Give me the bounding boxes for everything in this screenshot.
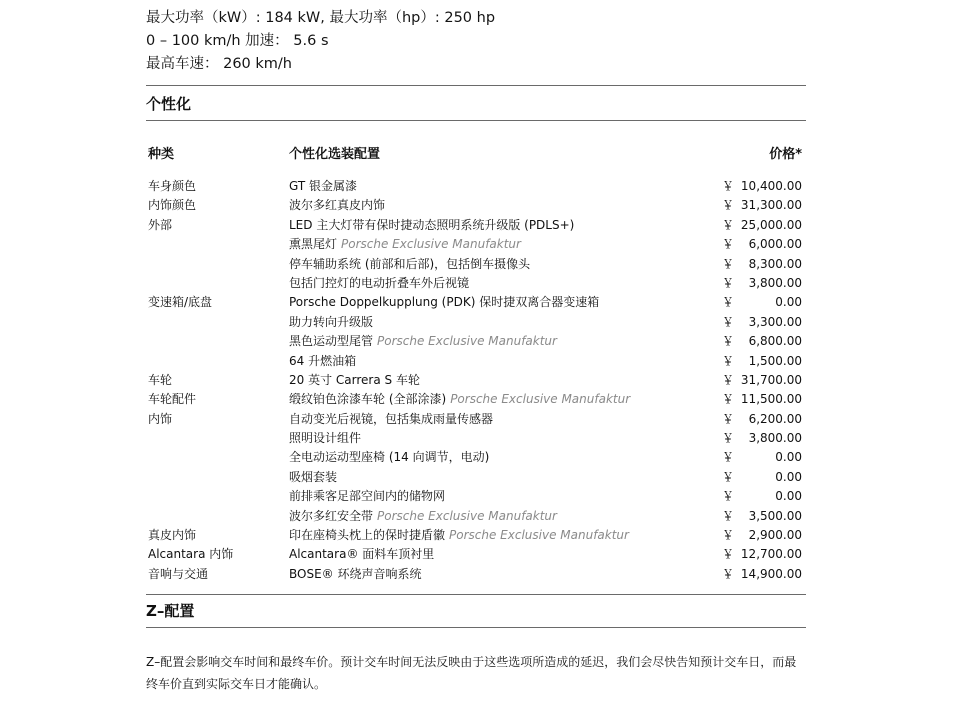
row-currency: ￥ (722, 489, 735, 504)
section-divider-top (146, 85, 806, 86)
row-option-text: 64 升燃油箱 (289, 353, 357, 368)
row-option (289, 177, 357, 196)
table-row (146, 507, 806, 526)
row-price (722, 196, 802, 215)
row-price-value: 3,800.00 (748, 431, 802, 446)
row-option (289, 332, 557, 351)
row-price-value: 0.00 (775, 469, 802, 484)
row-option-text: 全电动运动型座椅 (14 向调节，电动) (289, 450, 490, 465)
row-currency: ￥ (722, 334, 735, 349)
table-row (146, 293, 806, 312)
row-option (289, 390, 630, 409)
row-currency: ￥ (722, 353, 735, 368)
row-price (722, 371, 802, 390)
row-category: 车轮 (148, 372, 173, 387)
row-price-value: 14,900.00 (740, 566, 802, 581)
row-option-text: 波尔多红安全带 (289, 508, 374, 523)
row-category: 变速箱/底盘 (148, 295, 213, 310)
row-option (289, 216, 574, 235)
table-row (146, 468, 806, 487)
row-price-value: 8,300.00 (748, 256, 802, 271)
row-price-value: 2,900.00 (748, 528, 802, 543)
table-row (146, 429, 806, 448)
table-row (146, 371, 806, 390)
row-price (722, 293, 802, 312)
row-price-value: 31,700.00 (740, 372, 802, 387)
spec-block (146, 0, 495, 76)
row-price-value: 3,500.00 (748, 508, 802, 523)
row-price-value: 6,800.00 (748, 334, 802, 349)
row-option (289, 545, 434, 564)
row-manufaktur-label: Porsche Exclusive Manufaktur (449, 528, 629, 543)
row-option-text: GT 银金属漆 (289, 179, 358, 193)
row-option (289, 196, 385, 215)
row-option-text: BOSE® 环绕声音响系统 (289, 566, 422, 581)
table-row (146, 235, 806, 254)
table-row (146, 448, 806, 467)
row-option-text: 停车辅助系统 (前部和后部)，包括倒车摄像头 (289, 256, 531, 271)
row-currency: ￥ (722, 411, 735, 426)
row-currency: ￥ (722, 547, 735, 562)
table-row (146, 410, 806, 429)
spec-line-power: 最大功率（kW）: 184 kW, 最大功率（hp）: 250 hp (146, 10, 496, 26)
row-currency: ￥ (722, 314, 735, 329)
table-row (146, 313, 806, 332)
row-price (722, 507, 802, 526)
table-row (146, 390, 806, 409)
row-price-value: 1,500.00 (748, 353, 802, 368)
table-header (146, 145, 806, 165)
row-currency: ￥ (722, 469, 735, 484)
row-option-text: 照明设计组件 (289, 431, 362, 446)
row-option-text: 前排乘客足部空间内的储物网 (289, 489, 446, 504)
row-option (289, 429, 361, 448)
row-currency: ￥ (722, 528, 735, 543)
spec-line-acceleration: 0 – 100 km/h 加速： 5.6 s (146, 33, 329, 49)
options-table (146, 177, 806, 584)
row-price (722, 487, 802, 506)
row-manufaktur-label: Porsche Exclusive Manufaktur (450, 392, 631, 407)
row-price-value: 3,800.00 (748, 275, 802, 290)
table-row (146, 487, 806, 506)
row-option (289, 448, 489, 467)
row-currency: ￥ (722, 372, 735, 387)
column-header-category: 种类 (148, 147, 175, 162)
row-option (289, 235, 521, 254)
row-option (289, 313, 373, 332)
row-option-text: 熏黑尾灯 (289, 237, 338, 252)
row-category: 车身颜色 (148, 179, 197, 193)
row-option-text: 自动变光后视镜，包括集成雨量传感器 (289, 411, 494, 426)
row-option-text: LED 主大灯带有保时捷动态照明系统升级版 (PDLS+) (289, 217, 575, 232)
table-row (146, 526, 806, 545)
row-currency: ￥ (722, 256, 735, 271)
spec-line-top-speed: 最高车速： 260 km/h (146, 56, 292, 72)
row-option (289, 507, 557, 526)
table-row (146, 274, 806, 293)
row-option (289, 565, 421, 584)
table-row (146, 177, 806, 196)
row-option (289, 255, 530, 274)
row-currency: ￥ (722, 450, 735, 465)
row-category: 音响与交通 (148, 566, 209, 581)
table-row (146, 565, 806, 584)
row-option (289, 487, 445, 506)
row-price-value: 31,300.00 (740, 198, 802, 213)
table-row (146, 352, 806, 371)
row-option-text: 缎纹铂色涂漆车轮 (全部涂漆) (289, 392, 447, 407)
row-price-value: 3,300.00 (748, 314, 802, 329)
row-category: Alcantara 内饰 (148, 547, 234, 562)
row-option-text: Porsche Doppelkupplung (PDK) 保时捷双离合器变速箱 (289, 295, 600, 310)
row-currency: ￥ (722, 508, 735, 523)
row-option (289, 274, 469, 293)
row-currency: ￥ (722, 237, 735, 252)
row-option-text: 印在座椅头枕上的保时捷盾徽 (289, 528, 446, 543)
table-row (146, 216, 806, 235)
row-currency: ￥ (722, 198, 735, 213)
row-option (289, 526, 629, 545)
section-divider-bottom (146, 120, 806, 121)
row-price (722, 313, 802, 332)
row-price (722, 216, 802, 235)
z-config-note: Z–配置会影响交车时间和最终车价。预计交车时间无法反映由于这些选项所造成的延迟，我们会尽快告知预计交车日，而最终车价直到实际交车日才能确认。 (146, 655, 797, 691)
row-option-text: 吸烟套装 (289, 469, 338, 484)
column-header-price: 价格* (769, 147, 802, 162)
row-category: 内饰 (148, 411, 173, 426)
table-row (146, 196, 806, 215)
section-title-personalization: 个性化 (146, 95, 192, 113)
column-header-option: 个性化选装配置 (289, 147, 381, 162)
z-divider-bottom (146, 627, 806, 628)
row-currency: ￥ (722, 217, 735, 232)
row-price (722, 565, 802, 584)
row-manufaktur-label: Porsche Exclusive Manufaktur (377, 508, 557, 523)
row-currency: ￥ (722, 431, 735, 446)
row-price-value: 25,000.00 (740, 217, 802, 232)
section-title-z-config: Z–配置 (146, 602, 195, 620)
row-price-value: 0.00 (775, 450, 802, 465)
row-price (722, 429, 802, 448)
row-price-value: 0.00 (775, 295, 802, 310)
row-price-value: 6,200.00 (748, 411, 802, 426)
row-price (722, 545, 802, 564)
row-category: 车轮配件 (148, 392, 197, 407)
row-option-text: 包括门控灯的电动折叠车外后视镜 (289, 275, 470, 290)
row-price-value: 6,000.00 (748, 237, 802, 252)
row-price (722, 390, 802, 409)
row-price (722, 332, 802, 351)
row-currency: ￥ (722, 392, 735, 407)
row-option-text: 黑色运动型尾管 (289, 334, 374, 349)
row-price (722, 235, 802, 254)
row-option (289, 293, 599, 312)
row-option-text: 助力转向升级版 (289, 314, 374, 329)
row-price (722, 255, 802, 274)
row-option-text: 20 英寸 Carrera S 车轮 (289, 372, 420, 387)
row-option (289, 410, 493, 429)
row-price (722, 410, 802, 429)
row-category: 真皮内饰 (148, 528, 197, 543)
row-price-value: 0.00 (775, 489, 802, 504)
row-option-text: Alcantara® 面料车顶衬里 (289, 547, 435, 562)
row-manufaktur-label: Porsche Exclusive Manufaktur (341, 237, 521, 252)
row-category: 外部 (148, 217, 173, 232)
row-currency: ￥ (722, 295, 735, 310)
row-price-value: 10,400.00 (740, 179, 802, 193)
row-currency: ￥ (722, 275, 735, 290)
row-option (289, 468, 337, 487)
z-divider-top (146, 594, 806, 595)
row-manufaktur-label: Porsche Exclusive Manufaktur (377, 334, 557, 349)
row-price-value: 12,700.00 (740, 547, 802, 562)
row-price-value: 11,500.00 (740, 392, 802, 407)
row-price (722, 352, 802, 371)
row-price (722, 468, 802, 487)
row-option (289, 371, 420, 390)
row-option (289, 352, 356, 371)
row-currency: ￥ (722, 179, 735, 193)
row-price (722, 274, 802, 293)
row-option-text: 波尔多红真皮内饰 (289, 198, 386, 213)
table-row (146, 332, 806, 351)
spec-line-cutoff (146, 0, 495, 7)
row-price (722, 448, 802, 467)
row-currency: ￥ (722, 566, 735, 581)
row-category: 内饰颜色 (148, 198, 197, 213)
row-price (722, 177, 802, 196)
table-row (146, 255, 806, 274)
row-price (722, 526, 802, 545)
table-row (146, 545, 806, 564)
